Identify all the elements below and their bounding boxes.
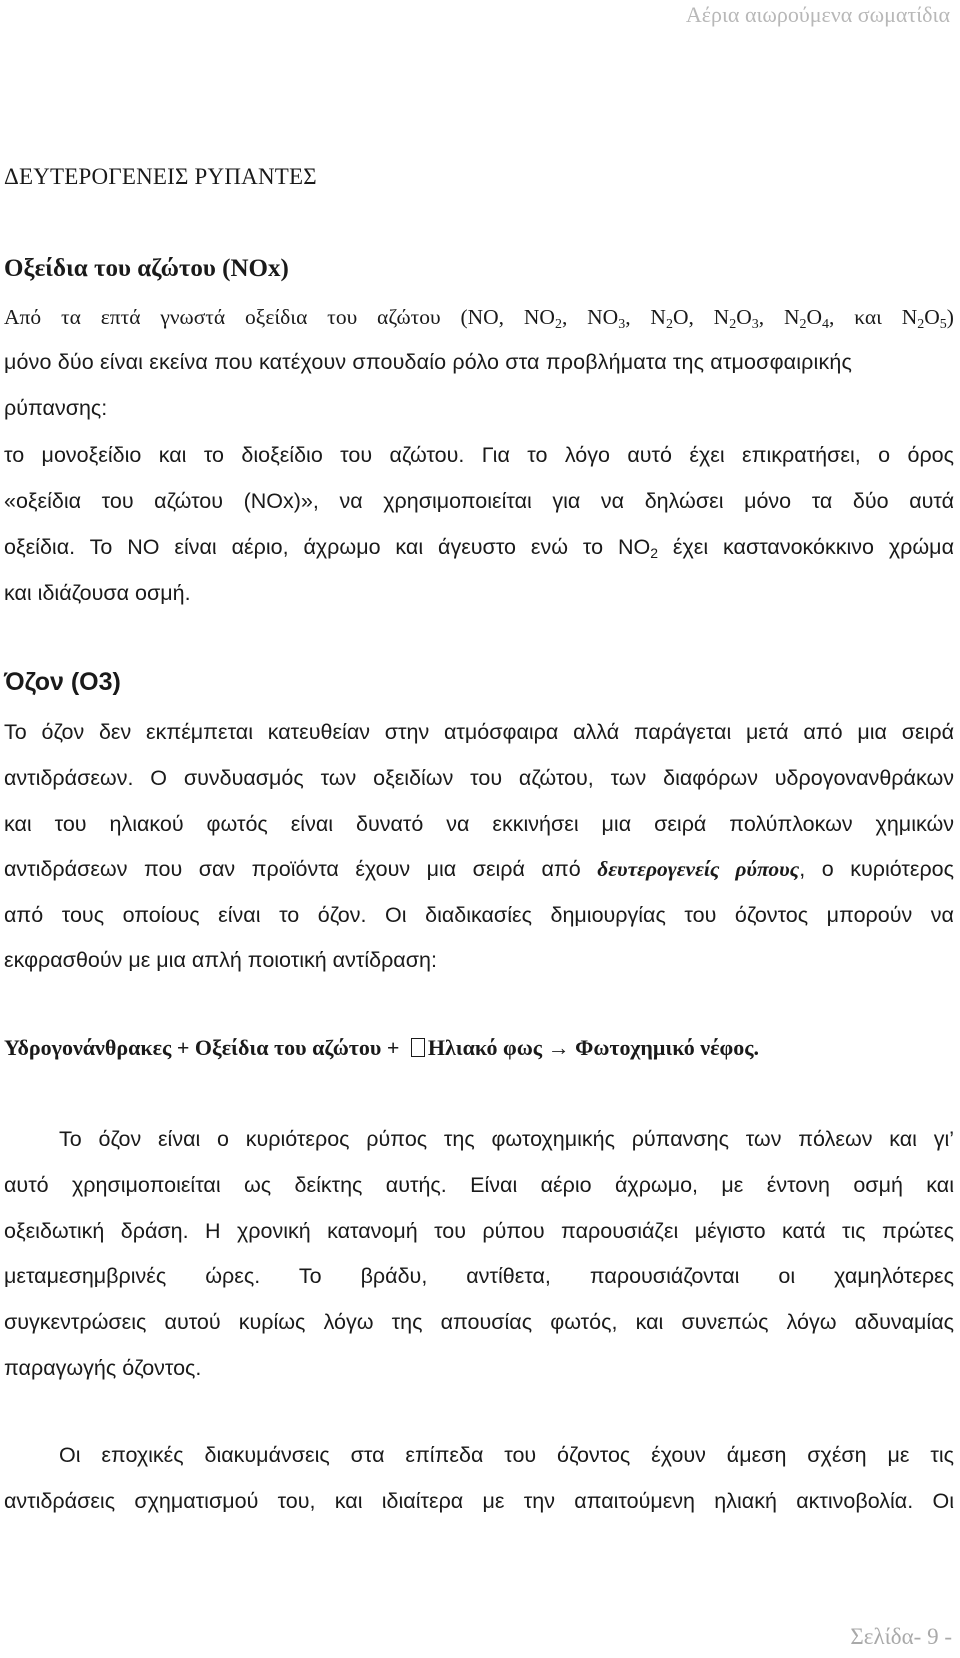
- ozone-line-5: από τους οποίους είναι το όζον. Οι διαδικασίες δημιουργίας του όζοντος μπορούν να: [4, 903, 954, 927]
- nox-line-7: και ιδιάζουσα οσμή.: [4, 581, 191, 605]
- reaction-formula: Υδρογονάνθρακες + Οξείδια του αζώτου + Ηλιακό φως → Φωτοχημικό νέφος.: [4, 1035, 760, 1060]
- nox-line-5: «οξείδια του αζώτου (NOx)», να χρησιμοποιείται για να δηλώσει μόνο τα δύο αυτά: [4, 489, 954, 513]
- ozone-line-1: Το όζον δεν εκπέμπεται κατευθείαν στην ατμόσφαιρα αλλά παράγεται μετά από μια σειρά: [4, 720, 954, 744]
- para2-line-2: αυτό χρησιμοποιείται ως δείκτης αυτής. Είναι αέριο άχρωμο, με έντονη οσμή και: [4, 1173, 954, 1197]
- para3-line-1: Οι εποχικές διακυμάνσεις στα επίπεδα του όζοντος έχουν άμεση σχέση με τις: [59, 1443, 954, 1467]
- nox-line-6: οξείδια. Το NO είναι αέριο, άχρωμο και άγευστο ενώ το $NO_2$ έχει καστανοκόκκινο χρώμα: [4, 535, 954, 561]
- nox-line-2: μόνο δύο είναι εκείνα που κατέχουν σπουδαίο ρόλο στα προβλήματα της ατμοσφαιρικής: [4, 350, 852, 374]
- para2-line-5: συγκεντρώσεις αυτού κυρίως λόγω της απουσίας φωτός, και συνεπώς λόγω αδυναμίας: [4, 1310, 954, 1334]
- running-header: Αέρια αιωρούμενα σωματίδια: [685, 2, 950, 27]
- nox-heading: Οξείδια του αζώτου (NOx): [4, 255, 289, 282]
- nox-line-1: Από τα επτά γνωστά οξείδια του αζώτου (NO, $NO_2$, $NO_3$, $N_2O$, $N_2O_3$, $N_2O_4$, και $N_2O_5$): [4, 305, 954, 332]
- ozone-heading: Όζον (O3): [4, 668, 121, 696]
- missing-glyph-box: [411, 1038, 425, 1057]
- para2-line-6: παραγωγής όζοντος.: [4, 1356, 202, 1380]
- ozone-line-6: εκφρασθούν με μια απλή ποιοτική αντίδραση:: [4, 948, 437, 972]
- ozone-line-4: αντιδράσεων που σαν προϊόντα έχουν μια σειρά από δευτερογενείς ρύπους, ο κυριότερος: [4, 857, 955, 881]
- page-number: Σελίδα- 9 -: [850, 1624, 952, 1649]
- section-heading: ΔΕΥΤΕΡΟΓΕΝΕΙΣ ΡΥΠΑΝΤΕΣ: [4, 164, 317, 189]
- para2-line-3: οξειδωτική δράση. Η χρονική κατανομή του ρύπου παρουσιάζει μέγιστο κατά τις πρώτες: [4, 1219, 954, 1243]
- para2-line-1: Το όζον είναι ο κυριότερος ρύπος της φωτοχημικής ρύπανσης των πόλεων και γι’: [59, 1127, 954, 1151]
- ozone-line-2: αντιδράσεων. Ο συνδυασμός των οξειδίων του αζώτου, των διαφόρων υδρογονανθράκων: [4, 766, 954, 790]
- nox-line-3: ρύπανσης:: [4, 396, 108, 420]
- para3-line-2: αντιδράσεις σχηματισμού του, και ιδιαίτερα με την απαιτούμενη ηλιακή ακτινοβολία. Οι: [4, 1489, 954, 1513]
- nox-line-4: το μονοξείδιο και το διοξείδιο του αζώτου. Για το λόγο αυτό έχει επικρατήσει, ο όρος: [4, 443, 954, 467]
- ozone-line-3: και του ηλιακού φωτός είναι δυνατό να εκκινήσει μια σειρά πολύπλοκων χημικών: [4, 812, 954, 836]
- emphasis-secondary-pollutants: δευτερογενείς ρύπους: [597, 857, 800, 881]
- para2-line-4: μεταμεσημβρινές ώρες. Το βράδυ, αντίθετα, παρουσιάζονται οι χαμηλότερες: [4, 1264, 954, 1288]
